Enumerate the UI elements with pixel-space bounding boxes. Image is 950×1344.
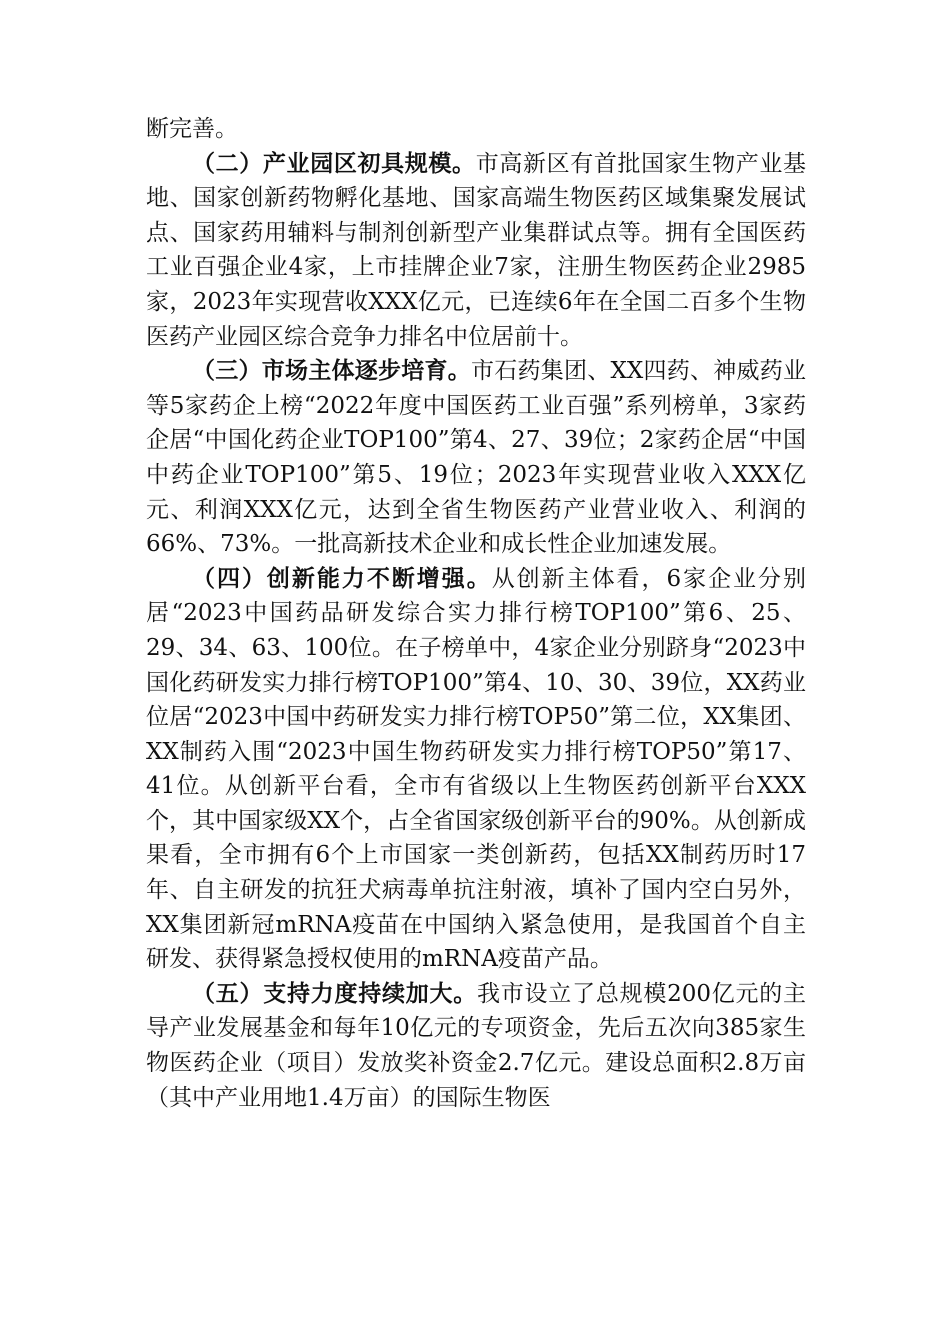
section-heading: （四）创新能力不断增强。 [192,564,492,592]
continuation-text: 断完善。 [146,116,238,142]
section-market-players [146,354,806,562]
section-body: 市石药集团、XX四药、神威药业等5家药企上榜“2022年度中国医药工业百强”系列榜单，3家药企居“中国化药企业TOP100”第4、27、39位；2家药企居“中国中药企业TOP100”第5、19位；2023年实现营业收入XXX亿元、利润XXX亿元，达到全省生物医药产业营业收入、利润的66%、73%。一批高新技术企业和成长性企业加速发展。 [146,358,806,558]
section-body: 我市设立了总规模200亿元的主导产业发展基金和每年10亿元的专项资金，先后五次向385家生物医药企业（项目）发放奖补资金2.7亿元。建设总面积2.8万亩（其中产业用地1.4万亩）的国际生物医 [146,980,806,1111]
section-heading: （三）市场主体逐步培育。 [192,357,471,385]
section-support [146,977,806,1115]
section-heading: （五）支持力度持续加大。 [192,979,478,1007]
section-industrial-park [146,147,806,355]
section-body: 市高新区有首批国家生物产业基地、国家创新药物孵化基地、国家高端生物医药区域集聚发展试点、国家药用辅料与制剂创新型产业集群试点等。拥有全国医药工业百强企业4家，上市挂牌企业7家，注册生物医药企业2985家，2023年实现营收XXX亿元，已连续6年在全国二百多个生物医药产业园区综合竞争力排名中位居前十。 [146,150,807,350]
section-body: 从创新主体看，6家企业分别居“2023中国药品研发综合实力排行榜TOP100”第6、25、29、34、63、100位。在子榜单中，4家企业分别跻身“2023中国化药研发实力排行榜TOP100”第4、10、30、39位，XX药业位居“2023中国中药研发实力排行榜TOP50”第二位，XX集团、XX制药入围“2023中国生物药研发实力排行榜TOP50”第17、41位。从创新平台看，全市有省级以上生物医药创新平台XXX个，其中国家级XX个，占全省国家级创新平台的90%。从创新成果看，全市拥有6个上市国家一类创新药，包括XX制药历时17年、自主研发的抗狂犬病毒单抗注射液，填补了国内空白另外，XX集团新冠mRNA疫苗在中国纳入紧急使用，是我国首个自主研发、获得紧急授权使用的mRNA疫苗产品。 [146,565,807,973]
section-innovation [146,562,806,977]
document-page [146,112,806,1115]
section-heading: （二）产业园区初具规模。 [192,149,476,177]
